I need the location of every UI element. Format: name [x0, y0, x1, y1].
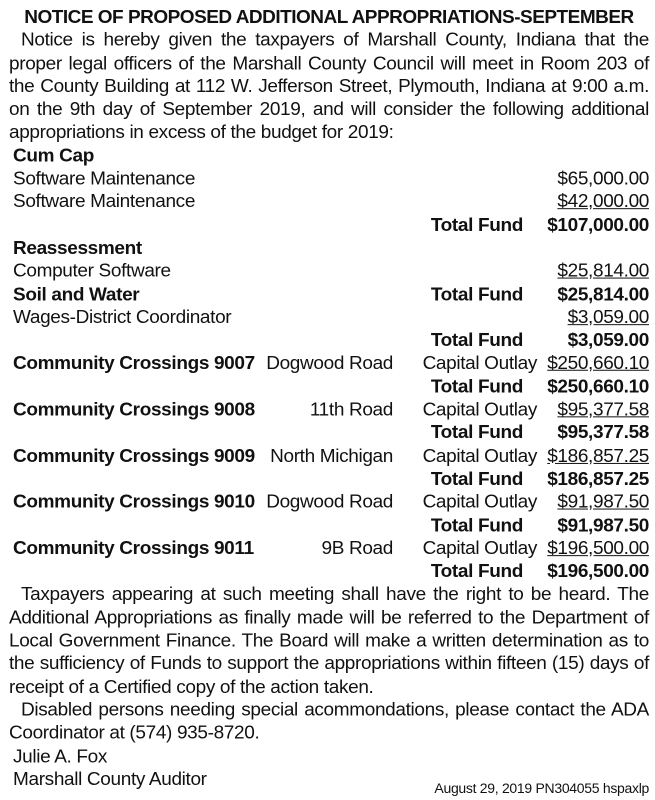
signer-name: Julie A. Fox: [13, 745, 108, 767]
line-item-amount: $3,059.00: [567, 307, 649, 328]
community-crossing-type: Capital Outlay: [422, 353, 537, 375]
line-item: [9, 306, 649, 329]
section-heading-cum-cap: [9, 145, 649, 168]
line-item-amount: $25,814.00: [557, 260, 649, 282]
reassessment-heading: Reassessment: [13, 237, 142, 259]
total-fund-row: [9, 375, 649, 398]
signer-title: Marshall County Auditor: [13, 769, 207, 790]
community-crossing-name: Community Crossings 9011: [13, 538, 254, 559]
community-crossing-name: Community Crossings 9010: [13, 491, 255, 513]
section-heading-reassessment: [9, 237, 649, 260]
community-crossing-row: [9, 352, 649, 375]
line-item-amount: $42,000.00: [557, 191, 649, 213]
community-crossing-road: North Michigan: [270, 445, 393, 467]
community-crossing-type: Capital Outlay: [422, 445, 537, 467]
community-crossing-road: Dogwood Road: [266, 491, 393, 513]
line-item-label: Wages-District Coordinator: [13, 307, 232, 328]
community-crossing-road: 11th Road: [309, 399, 393, 421]
total-fund-label: Total Fund: [430, 468, 523, 490]
total-fund-label: Total Fund: [430, 214, 523, 236]
community-crossing-name: Community Crossings 9007: [13, 353, 255, 375]
total-fund-amount: $91,987.50: [557, 515, 649, 536]
notice-title: NOTICE OF PROPOSED ADDITIONAL APPROPRIATIONS-SEPTEMBER: [24, 6, 634, 28]
community-crossing-row: [9, 491, 649, 514]
community-crossing-row: [9, 445, 649, 468]
total-fund-label: Total Fund: [430, 284, 523, 305]
total-fund-row: [9, 329, 649, 352]
total-fund-label: Total Fund: [430, 515, 523, 536]
line-item: [9, 191, 649, 214]
total-fund-amount: $3,059.00: [567, 330, 649, 352]
total-fund-amount: $186,857.25: [547, 468, 649, 490]
line-item-label: Computer Software: [13, 260, 171, 282]
community-crossing-type: Capital Outlay: [422, 491, 537, 513]
total-fund-amount: $107,000.00: [547, 214, 649, 236]
soil-water-heading: Soil and Water: [13, 284, 140, 305]
section-heading-soil-water: [9, 283, 649, 306]
community-crossing-row: [9, 399, 649, 422]
taxpayers-paragraph: Taxpayers appearing at such meeting shall have the right to be heard. The Additional Appropriations as finally made will be referred to the Department of Local Government Finance. The Board will make a written determination as to the sufficiency of Funds to support the appropriations within fifteen (15) days of receipt of a Certified copy of the action taken.: [9, 584, 649, 698]
intro-paragraph: Notice is hereby given the taxpayers of Marshall County, Indiana that the proper legal officers of the Marshall County Council will meet in Room 203 of the County Building at 112 W. Jefferson Street, Plymouth, Indiana at 9:00 a.m. on the 9th day of September 2019, and will consider the following additional appropriations in excess of the budget for 2019:: [9, 30, 649, 144]
community-crossing-amount: $186,857.25: [547, 445, 649, 467]
total-fund-row: [9, 422, 649, 445]
community-crossing-road: 9B Road: [321, 538, 393, 559]
community-crossing-amount: $95,377.58: [557, 399, 649, 421]
total-fund-row: [9, 468, 649, 491]
line-item-label: Software Maintenance: [13, 168, 196, 190]
community-crossing-type: Capital Outlay: [422, 538, 537, 559]
community-crossing-row: [9, 537, 649, 560]
community-crossing-amount: $91,987.50: [557, 491, 649, 513]
total-fund-label: Total Fund: [430, 376, 523, 398]
total-fund-amount: $250,660.10: [547, 376, 649, 398]
total-fund-row: [9, 514, 649, 537]
total-fund-amount: $25,814.00: [557, 284, 649, 305]
line-item-label: Software Maintenance: [13, 191, 196, 213]
total-fund-label: Total Fund: [430, 422, 523, 444]
line-item-amount: $65,000.00: [557, 168, 649, 190]
total-fund-label: Total Fund: [430, 561, 523, 583]
total-fund-amount: $95,377.58: [557, 422, 649, 444]
total-fund-amount: $196,500.00: [547, 561, 649, 583]
community-crossings-list: [9, 352, 649, 583]
community-crossing-road: Dogwood Road: [266, 353, 393, 375]
footer: [9, 768, 649, 796]
total-fund-row: [9, 560, 649, 583]
community-crossing-name: Community Crossings 9008: [13, 399, 255, 421]
line-item: [9, 168, 649, 191]
publication-stamp: August 29, 2019 PN304055 hspaxlp: [434, 779, 649, 796]
total-fund-label: Total Fund: [430, 330, 523, 352]
disabled-paragraph: Disabled persons needing special acommondations, please contact the ADA Coordinator at (574) 935-8720.: [9, 699, 649, 744]
community-crossing-amount: $196,500.00: [547, 538, 649, 559]
line-item: [9, 260, 649, 283]
cum-cap-heading: Cum Cap: [13, 145, 94, 167]
community-crossing-name: Community Crossings 9009: [13, 445, 255, 467]
community-crossing-type: Capital Outlay: [422, 399, 537, 421]
community-crossing-amount: $250,660.10: [547, 353, 649, 375]
total-fund-row: [9, 214, 649, 237]
